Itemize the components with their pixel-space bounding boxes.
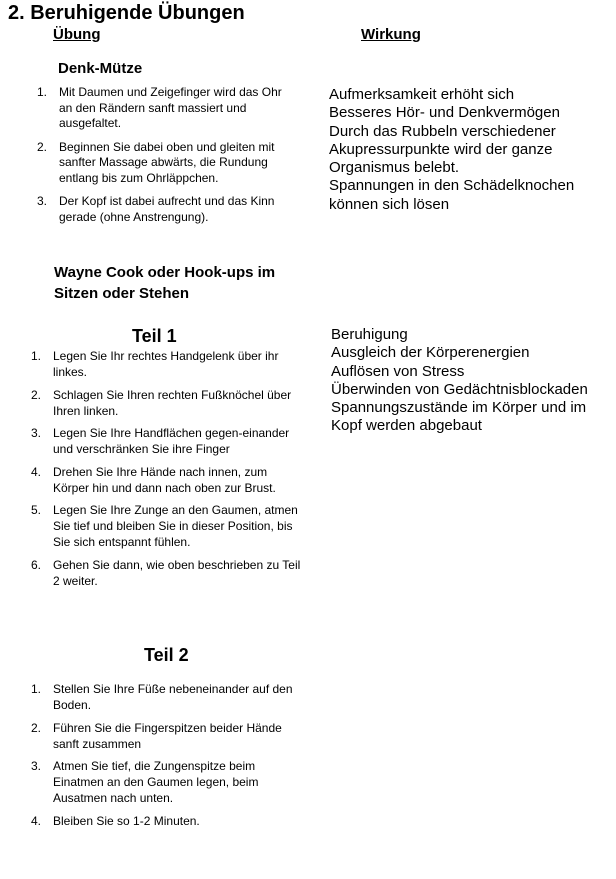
step-number: 3.	[37, 194, 48, 208]
effect-line: Auflösen von Stress	[331, 362, 465, 380]
section-title-line: Sitzen oder Stehen	[54, 285, 190, 302]
effect-line: Akupressurpunkte wird der ganze	[329, 140, 553, 158]
column-header-effect: Wirkung	[361, 26, 421, 43]
effect-line: Durch das Rubbeln verschiedener	[329, 122, 556, 140]
step-text: Bleiben Sie so 1-2 Minuten.	[53, 813, 200, 828]
effect-line: Aufmerksamkeit erhöht sich	[329, 86, 515, 103]
step-number: 4.	[31, 813, 42, 828]
step-number: 5.	[31, 503, 42, 517]
denk-muetze-steps	[37, 85, 287, 233]
effect-line: Spannungen in den Schädelknochen	[329, 177, 575, 195]
section-title-line: Wayne Cook oder Hook-ups im	[54, 264, 276, 281]
list-item	[31, 557, 301, 589]
list-item	[31, 758, 301, 806]
section-title-wayne-cook	[54, 262, 275, 304]
step-number: 1.	[31, 349, 42, 363]
step-number: 2.	[37, 139, 48, 154]
wayne-cook-effects	[331, 326, 588, 436]
teil-2-steps	[31, 681, 301, 835]
step-text: Legen Sie Ihre Handflächen gegen-einander und verschränken Sie ihre Finger	[53, 426, 290, 456]
list-item	[37, 85, 287, 132]
column-header-exercise: Übung	[53, 26, 101, 43]
effect-line: Spannungszustände im Körper und im	[331, 399, 587, 417]
list-item	[31, 502, 301, 550]
effect-line: Kopf werden abgebaut	[331, 417, 482, 435]
list-item	[31, 681, 301, 713]
step-number: 1.	[31, 682, 42, 696]
step-number: 3.	[31, 426, 42, 440]
list-item	[31, 348, 301, 380]
part-title-teil-1: Teil 1	[132, 326, 177, 346]
step-text: Der Kopf ist dabei aufrecht und das Kinn gerade (ohne Anstrengung).	[59, 194, 275, 224]
effect-line: Besseres Hör- und Denkvermögen	[329, 104, 560, 122]
effect-line: Ausgleich der Körperenergien	[331, 344, 530, 362]
step-number: 2.	[31, 387, 42, 402]
step-text: Legen Sie Ihr rechtes Handgelenk über ihr linkes.	[53, 349, 279, 379]
list-item	[31, 813, 301, 829]
list-item	[37, 140, 287, 187]
list-item	[37, 194, 287, 225]
list-item	[31, 464, 301, 496]
step-number: 4.	[31, 464, 42, 479]
effect-line: Organismus belebt.	[329, 159, 460, 177]
list-item	[31, 425, 301, 457]
step-text: Führen Sie die Fingerspitzen beider Hände sanft zusammen	[53, 720, 282, 751]
section-title-denk-muetze: Denk-Mütze	[58, 60, 143, 77]
step-text: Legen Sie Ihre Zunge an den Gaumen, atmen Sie tief und bleiben Sie in dieser Position, bis Sie sich entspannt fühlen.	[53, 503, 298, 549]
step-text: Drehen Sie Ihre Hände nach innen, zum Körper hin und dann nach oben zur Brust.	[53, 464, 276, 495]
denk-muetze-effects	[329, 86, 574, 214]
step-text: Stellen Sie Ihre Füße nebeneinander auf den Boden.	[53, 682, 293, 712]
effect-line: Beruhigung	[331, 326, 408, 343]
effect-line: können sich lösen	[329, 195, 450, 213]
effect-line: Überwinden von Gedächtnisblockaden	[331, 380, 588, 398]
step-number: 2.	[31, 720, 42, 735]
part-title-teil-2: Teil 2	[144, 645, 189, 665]
page-title: 2. Beruhigende Übungen	[8, 2, 245, 24]
step-text: Gehen Sie dann, wie oben beschrieben zu Teil 2 weiter.	[53, 557, 301, 588]
teil-1-steps	[31, 348, 301, 595]
step-text: Atmen Sie tief, die Zungenspitze beim Einatmen an den Gaumen legen, beim Ausatmen nach unten.	[53, 759, 259, 805]
step-number: 3.	[31, 759, 42, 773]
step-text: Mit Daumen und Zeigefinger wird das Ohr an den Rändern sanft massiert und ausgefaltet.	[59, 85, 282, 130]
list-item	[31, 720, 301, 752]
step-text: Schlagen Sie Ihren rechten Fußknöchel über Ihren linken.	[53, 387, 292, 418]
list-item	[31, 387, 301, 419]
step-text: Beginnen Sie dabei oben und gleiten mit sanfter Massage abwärts, die Rundung entlang bis zum Ohrläppchen.	[59, 139, 275, 185]
step-number: 1.	[37, 85, 48, 99]
step-number: 6.	[31, 557, 42, 572]
